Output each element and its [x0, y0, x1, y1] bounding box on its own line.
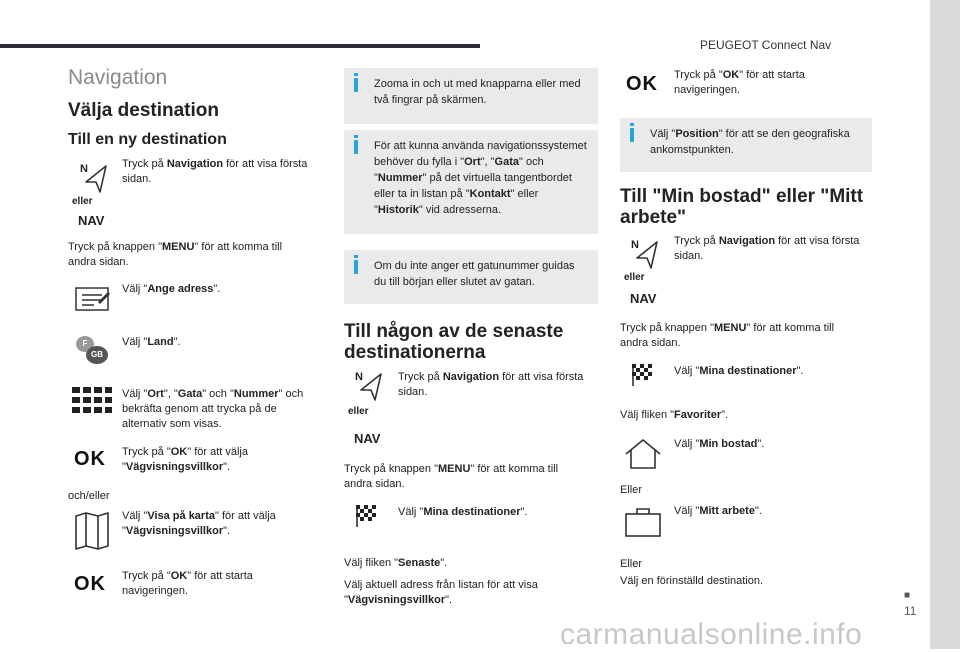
nav-button-label: NAV — [630, 291, 657, 306]
keypad-icon — [72, 387, 112, 417]
heading-choose-destination: Välja destination — [68, 100, 219, 121]
info-note-fill-address: För att kunna använda navigationssystemet behöver du fylla i "Ort", "Gata" och "Nummer" på det virtuella tangentbordet eller ta in listan på "Kontakt" eller "Historik" vid adresserna. — [344, 130, 598, 234]
step-my-home: Välj "Min bostad". — [674, 438, 765, 450]
navigation-arrow-icon — [78, 160, 112, 194]
step-my-destinations: Välj "Mina destinationer". — [398, 506, 528, 518]
ok-button-icon: OK — [74, 448, 106, 470]
nav-icon-or: eller — [624, 272, 645, 283]
step-my-destinations: Välj "Mina destinationer". — [674, 365, 804, 377]
and-or-label: och/eller — [68, 490, 110, 502]
step-preset-destination: Välj en förinställd destination. — [620, 575, 764, 587]
step-favorites-tab: Välj fliken "Favoriter". — [620, 409, 729, 421]
info-note-position: Välj "Position" för att se den geografiska ankomstpunkten. — [620, 118, 872, 172]
flag-f-badge: F — [76, 336, 94, 352]
heading-new-destination: Till en ny destination — [68, 131, 227, 148]
heading-home-or-work: Till "Min bostad" eller "Mitt arbete" — [620, 186, 864, 228]
step-recent-tab: Välj fliken "Senaste". — [344, 557, 448, 569]
step-enter-city-street-number: Välj "Ort", "Gata" och "Nummer" och bekräfta genom att trycka på de alternativ som visas. — [122, 388, 304, 430]
home-icon — [624, 438, 662, 470]
header-rule — [0, 44, 480, 48]
info-icon — [630, 128, 634, 142]
ok-button-icon: OK — [74, 573, 106, 595]
navigation-arrow-icon — [353, 368, 387, 402]
page-marker: ■ — [904, 590, 911, 601]
svg-text:N: N — [631, 239, 639, 251]
or-label: Eller — [620, 558, 643, 570]
step-enter-address: Välj "Ange adress". — [122, 283, 221, 295]
side-tab — [930, 0, 960, 649]
section-title: Navigation — [68, 66, 168, 89]
info-icon — [354, 78, 358, 92]
step-press-menu: Tryck på knappen "MENU" för att komma till andra sidan. — [68, 241, 283, 268]
briefcase-icon — [624, 506, 662, 538]
step-ok-start-navigation: Tryck på "OK" för att starta navigeringen. — [122, 570, 253, 597]
info-icon — [354, 140, 358, 154]
checkered-flag-icon — [356, 505, 378, 527]
step-press-navigation: Tryck på Navigation för att visa första sidan. — [674, 235, 860, 262]
step-choose-country: Välj "Land". — [122, 336, 181, 348]
step-ok-route-conditions: Tryck på "OK" för att välja "Vägvisningsvillkor". — [122, 446, 248, 473]
info-icon — [354, 260, 358, 274]
step-press-navigation: Tryck på Navigation för att visa första sidan. — [398, 371, 584, 398]
nav-icon-group — [70, 158, 110, 228]
brand-label: PEUGEOT Connect Nav — [700, 38, 832, 52]
info-note-street-number: Om du inte anger ett gatunummer guidas du till början eller slutet av gatan. — [344, 250, 598, 304]
info-note-zoom: Zooma in och ut med knapparna eller med två fingrar på skärmen. — [344, 68, 598, 124]
or-label: Eller — [620, 484, 643, 496]
step-my-work: Välj "Mitt arbete". — [674, 505, 762, 517]
page-number: 11 — [904, 604, 917, 618]
flag-gb-badge: GB — [86, 346, 108, 364]
nav-button-label: NAV — [354, 431, 381, 446]
svg-text:N: N — [355, 371, 363, 383]
nav-icon-group — [345, 366, 385, 446]
svg-text:N: N — [80, 163, 88, 175]
step-press-menu: Tryck på knappen "MENU" för att komma till andra sidan. — [344, 463, 559, 490]
step-press-navigation: Tryck på Navigation för att visa första sidan. — [122, 158, 308, 185]
ok-button-icon: OK — [626, 73, 658, 95]
step-show-on-map: Välj "Visa på karta" för att välja "Vägvisningsvillkor". — [122, 510, 276, 537]
heading-recent-destinations: Till någon av de senaste destinationerna — [344, 321, 564, 363]
nav-icon-or: eller — [348, 406, 369, 417]
nav-icon-group — [621, 234, 661, 314]
checkered-flag-icon — [632, 364, 654, 386]
map-icon — [74, 512, 110, 550]
country-flag-icon — [76, 336, 110, 368]
navigation-arrow-icon — [629, 236, 663, 270]
step-press-menu: Tryck på knappen "MENU" för att komma till andra sidan. — [620, 322, 835, 349]
nav-button-label: NAV — [78, 213, 105, 228]
address-entry-icon — [74, 284, 110, 314]
watermark: carmanualsonline.info — [560, 618, 863, 651]
nav-icon-or: eller — [72, 196, 93, 207]
step-ok-start-navigation: Tryck på "OK" för att starta navigeringen. — [674, 69, 805, 96]
step-select-current-address: Välj aktuell adress från listan för att visa "Vägvisningsvillkor". — [344, 579, 538, 606]
